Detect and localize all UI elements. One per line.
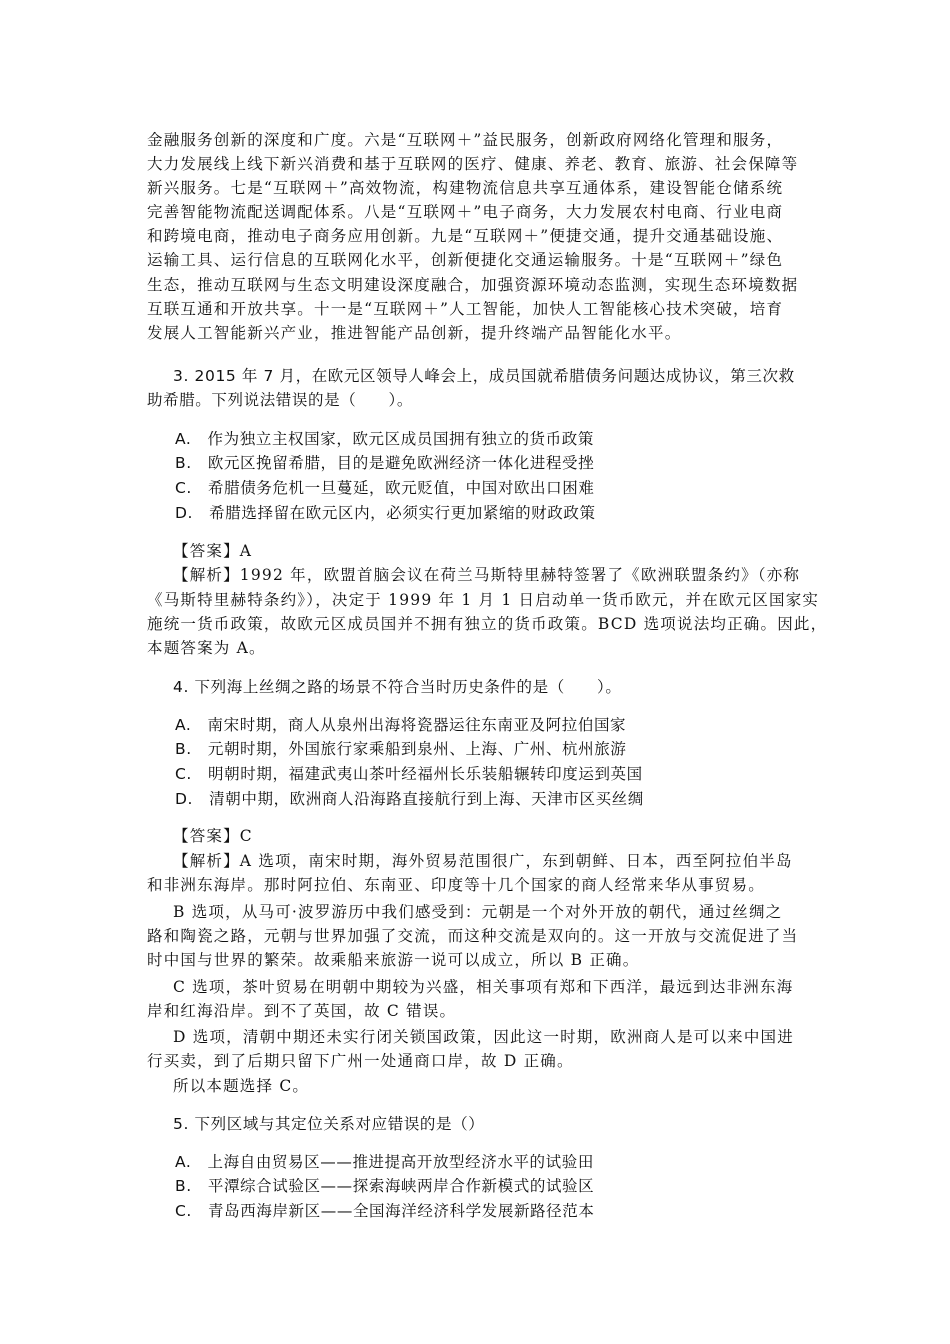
- question-3-stem: 助希腊。下列说法错误的是（ ）。: [147, 391, 413, 409]
- question-4-answer: 【答案】C: [173, 827, 253, 845]
- intro-line: 生态，推动互联网与生态文明建设深度融合，加强资源环境动态监测，实现生态环境数据: [147, 276, 799, 294]
- intro-line: 运输工具、运行信息的互联网化水平，创新便捷化交通运输服务。十是“互联网＋”绿色: [147, 251, 784, 269]
- question-5-option-a: A. 上海自由贸易区——推进提高开放型经济水平的试验田: [175, 1153, 594, 1171]
- intro-line: 完善智能物流配送调配体系。八是“互联网＋”电子商务，大力发展农村电商、行业电商: [147, 203, 784, 221]
- question-4-analysis: D 选项，清朝中期还未实行闭关锁国政策，因此这一时期，欧洲商人是可以来中国进: [173, 1028, 794, 1046]
- question-4-option-a: A. 南宋时期，商人从泉州出海将瓷器运往东南亚及阿拉伯国家: [175, 716, 627, 734]
- intro-line: 大力发展线上线下新兴消费和基于互联网的医疗、健康、养老、教育、旅游、社会保障等: [147, 155, 799, 173]
- intro-line: 新兴服务。七是“互联网＋”高效物流，构建物流信息共享互通体系，建设智能仓储系统: [147, 179, 784, 197]
- question-3-option-c: C. 希腊债务危机一旦蔓延，欧元贬值，中国对欧出口困难: [175, 479, 595, 497]
- question-3-analysis: 施统一货币政策，故欧元区成员国并不拥有独立的货币政策。BCD 选项说法均正确。因此，: [147, 615, 828, 633]
- intro-line: 互联互通和开放共享。十一是“互联网＋”人工智能，加快人工智能核心技术突破，培育: [147, 300, 784, 318]
- question-3-analysis: 《马斯特里赫特条约》），决定于 1999 年 1 月 1 日启动单一货币欧元，并在欧元区国家实: [147, 591, 820, 609]
- question-4-analysis: B 选项，从马可·波罗游历中我们感受到：元朝是一个对外开放的朝代，通过丝绸之: [173, 903, 783, 921]
- question-4-option-c: C. 明朝时期，福建武夷山茶叶经福州长乐装船辗转印度运到英国: [175, 765, 643, 783]
- question-3-option-d: D. 希腊选择留在欧元区内，必须实行更加紧缩的财政政策: [175, 504, 596, 522]
- question-4-analysis: 岸和红海沿岸。到不了英国，故 C 错误。: [147, 1002, 457, 1020]
- question-5-option-c: C. 青岛西海岸新区——全国海洋经济科学发展新路径范本: [175, 1202, 595, 1220]
- question-3-option-a: A. 作为独立主权国家，欧元区成员国拥有独立的货币政策: [175, 430, 594, 448]
- question-4-option-d: D. 清朝中期，欧洲商人沿海路直接航行到上海、天津市区买丝绸: [175, 790, 644, 808]
- question-5-option-b: B. 平潭综合试验区——探索海峡两岸合作新模式的试验区: [175, 1177, 595, 1195]
- question-4-stem: 4. 下列海上丝绸之路的场景不符合当时历史条件的是（ ）。: [173, 678, 622, 696]
- question-4-analysis: 时中国与世界的繁荣。故乘船来旅游一说可以成立，所以 B 正确。: [147, 951, 640, 969]
- intro-line: 金融服务创新的深度和广度。六是“互联网＋”益民服务，创新政府网络化管理和服务，: [147, 131, 784, 149]
- question-4-option-b: B. 元朝时期，外国旅行家乘船到泉州、上海、广州、杭州旅游: [175, 740, 627, 758]
- question-3-stem: 3. 2015 年 7 月，在欧元区领导人峰会上，成员国就希腊债务问题达成协议，第三次救: [173, 367, 795, 385]
- question-4-analysis: 路和陶瓷之路，元朝与世界加强了交流，而这种交流是双向的。这一开放与交流促进了当: [147, 927, 799, 945]
- question-4-analysis: 【解析】A 选项，南宋时期，海外贸易范围很广，东到朝鲜、日本，西至阿拉伯半岛: [173, 852, 793, 870]
- question-4-conclusion: 所以本题选择 C。: [173, 1077, 310, 1095]
- intro-line: 和跨境电商，推动电子商务应用创新。九是“互联网＋”便捷交通，提升交通基础设施、: [147, 227, 784, 245]
- question-4-analysis: C 选项，茶叶贸易在明朝中期较为兴盛，相关事项有郑和下西洋，最远到达非洲东海: [173, 978, 794, 996]
- question-3-analysis: 【解析】1992 年，欧盟首脑会议在荷兰马斯特里赫特签署了《欧洲联盟条约》（亦称: [173, 566, 801, 584]
- intro-line: 发展人工智能新兴产业，推进智能产品创新，提升终端产品智能化水平。: [147, 324, 682, 342]
- question-3-answer: 【答案】A: [173, 542, 253, 560]
- question-3-option-b: B. 欧元区挽留希腊，目的是避免欧洲经济一体化进程受挫: [175, 454, 595, 472]
- question-3-analysis: 本题答案为 A。: [147, 639, 266, 657]
- question-4-analysis: 和非洲东海岸。那时阿拉伯、东南亚、印度等十几个国家的商人经常来华从事贸易。: [147, 876, 765, 894]
- question-4-analysis: 行买卖，到了后期只留下广州一处通商口岸，故 D 正确。: [147, 1052, 574, 1070]
- question-5-stem: 5. 下列区域与其定位关系对应错误的是（）: [173, 1115, 485, 1133]
